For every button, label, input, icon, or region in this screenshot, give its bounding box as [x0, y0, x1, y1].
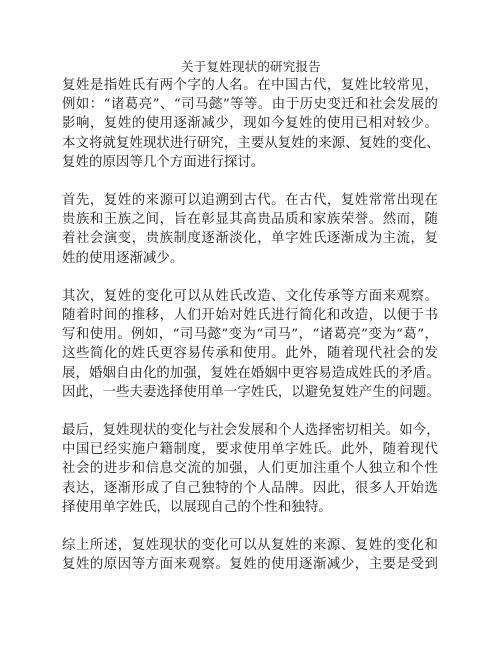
text-line: 贵族和王族之间，旨在彰显其高贵品质和家族荣誉。然而，随 [62, 212, 438, 228]
text-line: 随着时间的推移，人们开始对姓氏进行简化和改造，以便于书 [62, 308, 438, 324]
text-line: 因此，一些夫妻选择使用单一字姓氏，以避免复姓产生的问题。 [62, 384, 440, 400]
text-line: 本文将就复姓现状进行研究，主要从复姓的来源、复姓的变化、 [62, 135, 440, 151]
text-line: 着社会演变，贵族制度逐渐淡化，单字姓氏逐渐成为主流，复 [62, 231, 438, 247]
paragraph-origin [62, 191, 438, 268]
text-line: 展，婚姻自由化的加强，复姓在婚姻中更容易造成姓氏的矛盾。 [62, 365, 440, 381]
text-line: 复姓的原因等几个方面进行探讨。 [62, 154, 265, 170]
text-line: 社会的进步和信息交流的加强，人们更加注重个人独立和个性 [62, 461, 438, 477]
text-line: 择使用单字姓氏，以展现自己的个性和独特。 [62, 499, 332, 515]
text-line: 最后，复姓现状的变化与社会发展和个人选择密切相关。如今， [62, 423, 440, 439]
text-line: 例如：“诸葛亮”、“司马懿”等等。由于历史变迁和社会发展的 [62, 97, 438, 113]
text-line: 影响，复姓的使用逐渐减少，现如今复姓的使用已相对较少。 [62, 116, 438, 132]
text-line: 复姓是指姓氏有两个字的人名。在中国古代，复姓比较常见， [62, 78, 438, 93]
text-line: 复姓的原因等方面来观察。复姓的使用逐渐减少，主要是受到 [62, 557, 438, 573]
text-line: 中国已经实施户籍制度，要求使用单字姓氏。此外，随着现代 [62, 442, 438, 458]
text-line: 表达，逐渐形成了自己独特的个人品牌。因此，很多人开始选 [62, 480, 438, 496]
document-body [62, 76, 438, 593]
paragraph-change [62, 287, 438, 402]
document-title: 关于复姓现状的研究报告 [181, 59, 321, 74]
text-line: 首先，复姓的来源可以追溯到古代。在古代，复姓常常出现在 [62, 193, 438, 209]
paragraph-intro [62, 76, 438, 172]
paragraph-summary [62, 536, 438, 574]
text-line: 综上所述，复姓现状的变化可以从复姓的来源、复姓的变化和 [62, 538, 438, 554]
text-line: 这些简化的姓氏更容易传承和使用。此外，随着现代社会的发 [62, 346, 438, 362]
text-line: 姓的使用逐渐减少。 [62, 250, 184, 266]
text-line: 其次，复姓的变化可以从姓氏改造、文化传承等方面来观察。 [62, 288, 438, 304]
paragraph-reasons [62, 421, 438, 517]
text-line: 写和使用。例如，“司马懿”变为“司马”，“诸葛亮”变为“葛”， [62, 327, 438, 343]
